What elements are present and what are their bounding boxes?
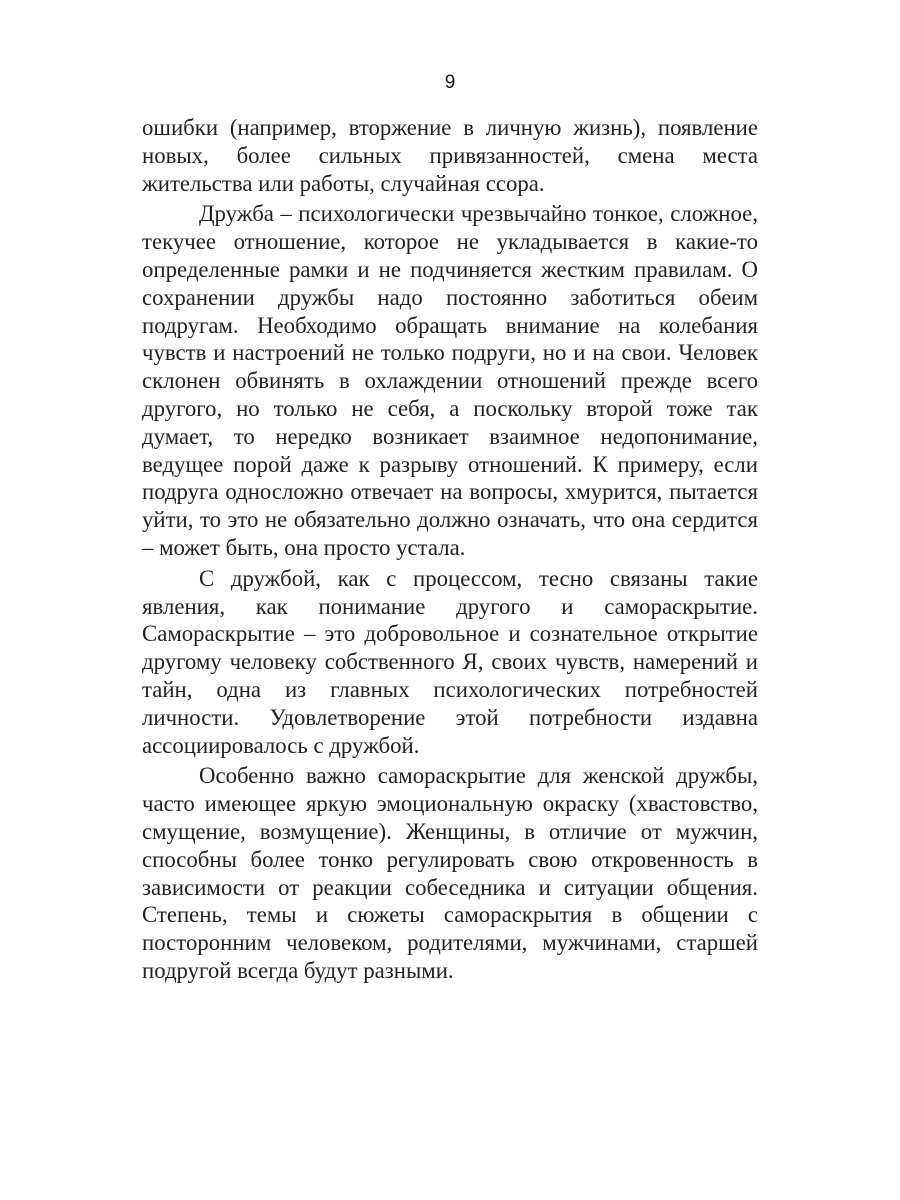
paragraph-self-disclosure: С дружбой, как с процессом, тесно связаны такие явления, как понимание другого и самораскрытие. Самораскрытие – это добровольное и сознательное открытие другому человеку собственного Я, своих чувств, намерений и тайн, одна из главных психологических потребностей личности. Удовлетворение этой потребности издавна ассоциировалось с дружбой. bbox=[142, 565, 758, 758]
text-body bbox=[142, 114, 758, 985]
paragraph-female-friendship: Особенно важно самораскрытие для женской дружбы, часто имеющее яркую эмоциональную окраску (хвастовство, смущение, возмущение). Женщины, в отличие от мужчин, способны более тонко регулировать свою откровенность в зависимости от реакции собеседника и ситуации общения. Степень, темы и сюжеты самораскрытия в общении с посторонним человеком, родителями, мужчинами, старшей подругой всегда будут разными. bbox=[142, 763, 758, 983]
paragraph-continuation: ошибки (например, вторжение в личную жизнь), появление новых, более сильных привязанностей, смена места жительства или работы, случайная ссора. bbox=[142, 115, 758, 196]
paragraph-friendship: Дружба – психологически чрезвычайно тонкое, сложное, текучее отношение, которое не укладывается в какие-то определенные рамки и не подчиняется жестким правилам. О сохранении дружбы надо постоянно заботиться обеим подругам. Необходимо обращать внимание на колебания чувств и настроений не только подруги, но и на свои. Человек склонен обвинять в охлаждении отношений прежде всего другого, но только не себя, а поскольку второй тоже так думает, то нередко возникает взаимное недопонимание, ведущее порой даже к разрыву отношений. К примеру, если подруга односложно отвечает на вопросы, хмурится, пытается уйти, то это не обязательно должно означать, что она сердится – может быть, она просто устала. bbox=[142, 201, 758, 560]
page-number: 9 bbox=[444, 72, 456, 93]
